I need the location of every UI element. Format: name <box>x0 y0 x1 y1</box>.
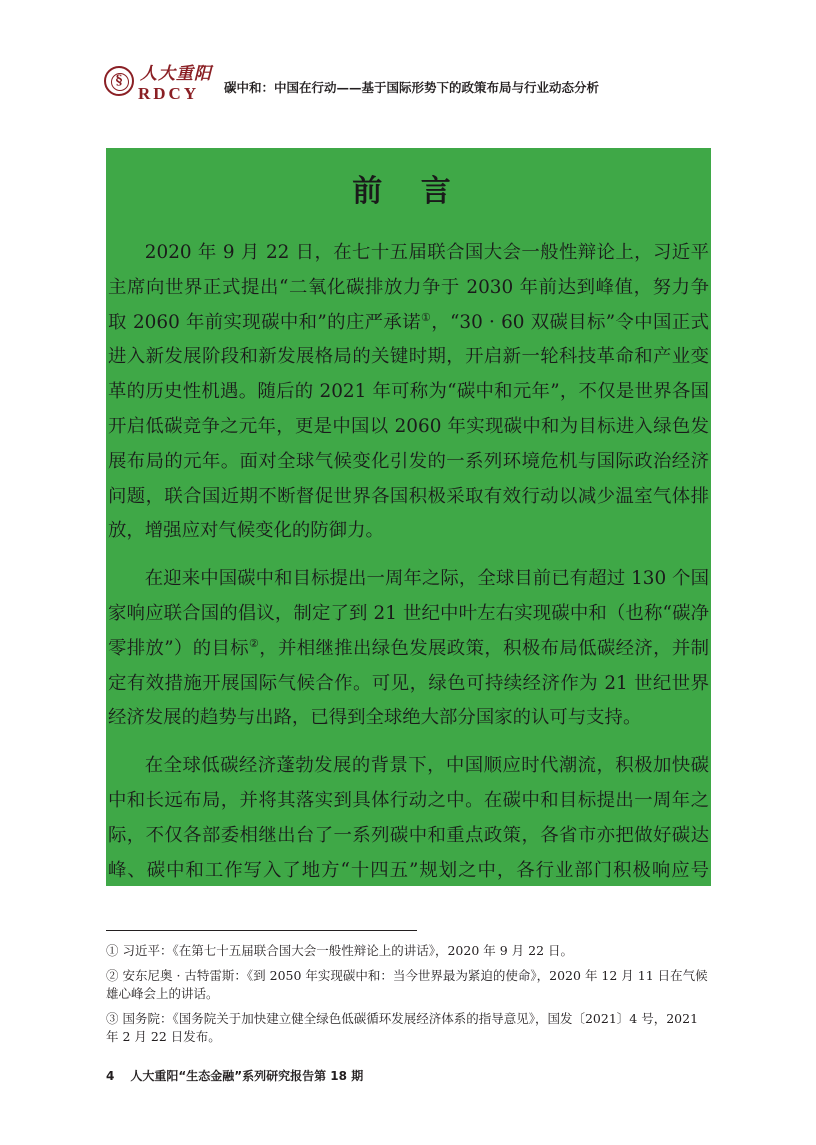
footnote-ref-2: ② <box>249 636 260 650</box>
paragraph-1 <box>108 236 709 549</box>
footnote-1: ① 习近平：《在第七十五届联合国大会一般性辩论上的讲话》，2020 年 9 月 22 日。 <box>106 943 574 958</box>
paragraph-2-text-b: ，并相继推出绿色发展政策，积极布局低碳经济，并制定有效措施开展国际气候合作。可见，绿色可持续经济作为 21 世纪世界经济发展的趋势与出路，已得到全球绝大部分国家的认可与支持。 <box>108 637 709 729</box>
paragraph-2 <box>108 562 709 736</box>
paragraph-3-text-a: 在全球低碳经济蓬勃发展的背景下，中国顺应时代潮流，积极加快碳中和长远布局，并将其落实到具体行动之中。在碳中和目标提出一周年之际，不仅各部委相继出台了一系列碳中和重点政策，各省市亦把做好碳达峰、碳中和工作写入了地方“十四五”规划之中，各行业部门积极响应号 <box>108 755 709 881</box>
preface-body <box>108 236 709 886</box>
report-series: 人大重阳“生态金融”系列研究报告第 18 期 <box>130 1069 364 1083</box>
footnote-3: ③ 国务院：《国务院关于加快建立健全绿色低碳循环发展经济体系的指导意见》，国发〔2021〕4 号，2021 年 2 月 22 日发布。 <box>106 1011 699 1044</box>
logo-chinese-text: 人大重阳 <box>140 64 212 84</box>
footnote-divider <box>106 930 417 931</box>
paragraph-1-text-b: ，“30 · 60 双碳目标”令中国正式进入新发展阶段和新发展格局的关键时期，开启新一轮科技革命和产业变革的历史性机遇。随后的 2021 年可称为“碳中和元年”，不仅是世界各国开启低碳竞争之元年，更是中国以 2060 年实现碳中和为目标进入绿色发展布局的元年。面对全球气候变化引发的一系列环境危机与国际政治经济问题，联合国近期不断督促世界各国积极采取有效行动以减少温室气体排放，增强应对气候变化的防御力。 <box>108 311 709 542</box>
rdcy-logo <box>104 64 214 108</box>
running-header-title: 碳中和：中国在行动——基于国际形势下的政策布局与行业动态分析 <box>224 80 600 95</box>
paragraph-3 <box>108 749 709 886</box>
paragraph-1-text-a: 2020 年 9 月 22 日，在七十五届联合国大会一般性辩论上，习近平主席向世界正式提出“二氧化碳排放力争于 2030 年前达到峰值，努力争取 2060 年前实现碳中和”的庄严承诺 <box>108 242 709 333</box>
footnotes <box>106 942 712 1053</box>
page-header <box>104 64 724 110</box>
page-footer <box>106 1067 363 1084</box>
seal-icon: § <box>104 66 134 96</box>
paragraph-2-text-a: 在迎来中国碳中和目标提出一周年之际，全球目前已有超过 130 个国家响应联合国的倡议，制定了到 21 世纪中叶左右实现碳中和（也称“碳净零排放”）的目标 <box>108 568 709 659</box>
page-number: 4 <box>106 1069 115 1083</box>
footnote-2: ② 安东尼奥 · 古特雷斯：《到 2050 年实现碳中和：当今世界最为紧迫的使命》，2020 年 12 月 11 日在气候雄心峰会上的讲话。 <box>106 968 708 1001</box>
preface-title: 前 言 <box>352 174 465 209</box>
footnote-ref-1: ① <box>420 310 432 324</box>
preface-panel <box>106 148 711 886</box>
logo-english-text: RDCY <box>138 84 200 103</box>
